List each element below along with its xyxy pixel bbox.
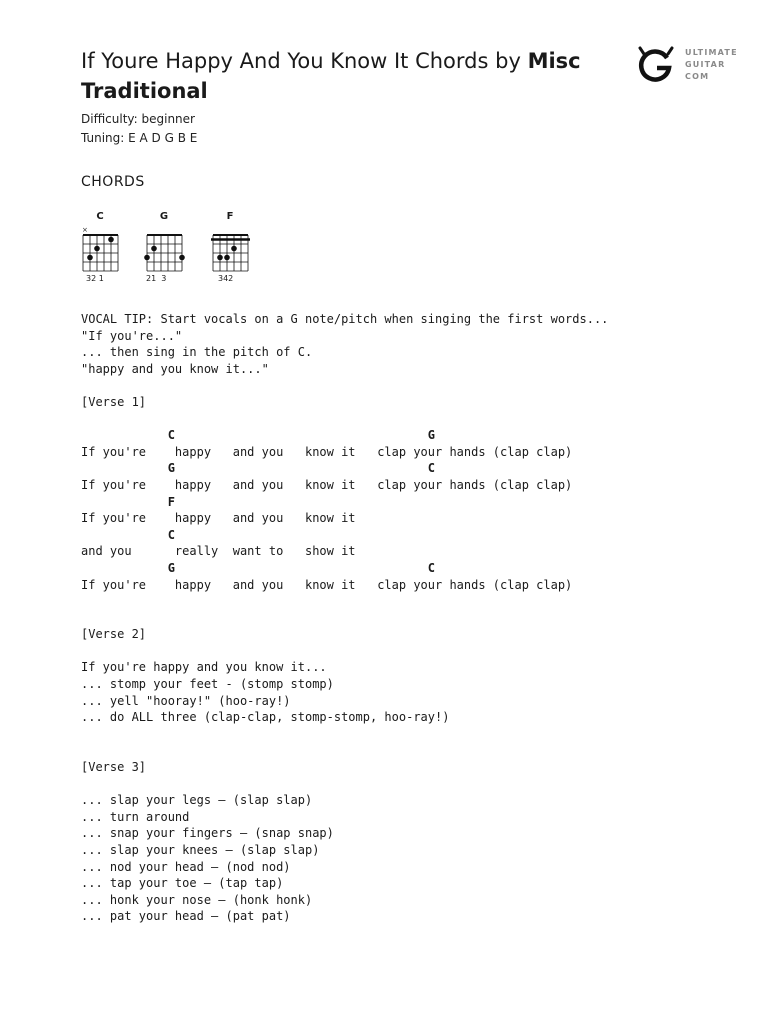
lyric-line: ... pat your head – (pat pat) [81,909,291,924]
logo-line: GUITAR [685,60,726,69]
difficulty: Difficulty: beginner [81,112,195,126]
lyric-line [81,776,608,793]
song-title: If Youre Happy And You Know It Chords by [81,49,528,73]
chord-line[interactable]: G C [81,461,436,476]
tuning: Tuning: E A D G B E [81,131,198,145]
lyric-line: [Verse 3] [81,760,147,775]
lyric-line: [Verse 1] [81,394,147,409]
chord-diagram-c [82,211,118,283]
lyric-line: If you're happy and you know it clap your hands (clap clap) [81,577,573,592]
lyric-line [81,742,608,759]
chord-diagrams [76,206,276,286]
chord-fingers: 21 3 [146,274,167,283]
lyric-line: and you really want to show it [81,544,356,559]
lyric-line: If you're happy and you know it [81,511,356,526]
chord-fingers: 32 1 [86,274,104,283]
lyric-line: [Verse 2] [81,627,147,642]
chord-diagram-f [211,211,250,283]
lyric-line: ... snap your fingers – (snap snap) [81,826,334,841]
chord-name: F [226,211,234,222]
lyric-line: ... tap your toe – (tap tap) [81,876,284,891]
chord-name: C [96,211,104,222]
chord-fingers: 342 [218,274,234,283]
chord-diagram-g [144,211,185,283]
chord-line[interactable]: F [81,494,175,509]
ultimate-guitar-logo-icon[interactable] [636,44,676,84]
lyric-line: If you're happy and you know it clap your hands (clap clap) [81,444,573,459]
page-title [81,46,621,106]
lyric-line: VOCAL TIP: Start vocals on a G note/pitch when singing the first words... [81,312,609,326]
lyric-line: ... do ALL three (clap-clap, stomp-stomp, hoo-ray!) [81,710,450,725]
lyric-line: ... slap your legs – (slap slap) [81,793,313,808]
lyric-line: "If you're..." [81,328,183,343]
artist-link[interactable]: Misc Traditional [81,49,581,103]
lyric-line [81,643,608,660]
tab-content [81,311,608,925]
lyric-line: ... yell "hooray!" (hoo-ray!) [81,693,291,708]
lyric-line: "happy and you know it..." [81,361,269,376]
lyric-line [81,377,608,394]
mute-marker: × [82,226,88,234]
lyric-line: ... turn around [81,809,190,824]
chords-heading: CHORDS [81,174,145,190]
chord-line[interactable]: C G [81,428,436,443]
lyric-line [81,593,608,610]
lyric-line: ... honk your nose – (honk honk) [81,892,313,907]
lyric-line: If you're happy and you know it... [81,660,327,675]
lyric-line: ... nod your head – (nod nod) [81,859,291,874]
chord-line[interactable]: G C [81,560,436,575]
logo-wordmark [685,47,738,83]
logo-line: COM [685,72,710,81]
chord-name: G [159,211,169,222]
lyric-line [81,726,608,743]
chord-line[interactable]: C [81,527,175,542]
logo-line: ULTIMATE [685,48,738,57]
lyric-line: ... slap your knees – (slap slap) [81,843,320,857]
lyric-line: If you're happy and you know it clap your hands (clap clap) [81,477,573,492]
lyric-line: ... then sing in the pitch of C. [81,345,313,360]
lyric-line: ... stomp your feet - (stomp stomp) [81,677,334,692]
lyric-line [81,610,608,627]
lyric-line [81,411,608,428]
